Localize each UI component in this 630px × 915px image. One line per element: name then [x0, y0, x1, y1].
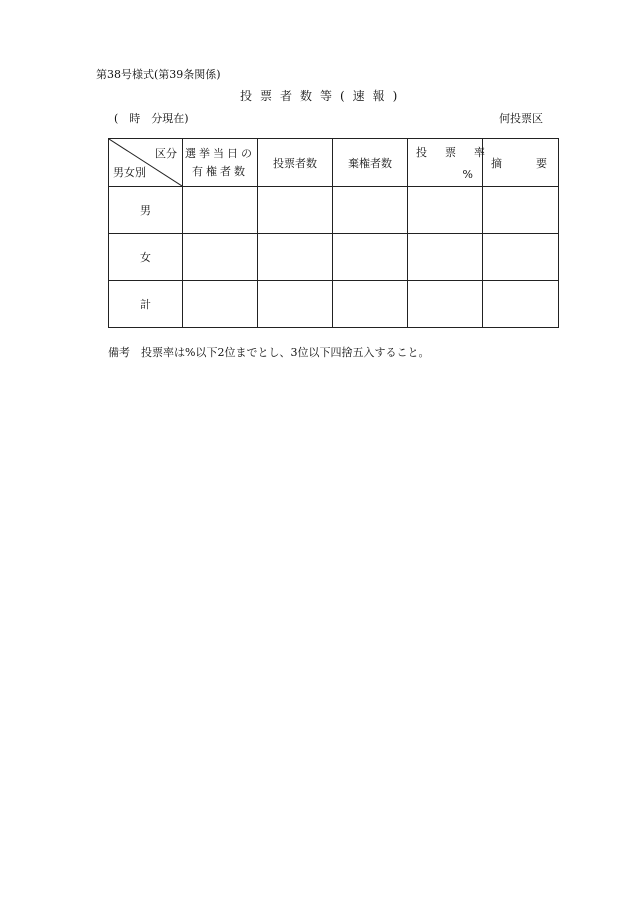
polling-district: 何投票区 — [499, 112, 543, 125]
form-number: 第38号様式(第39条関係) — [96, 68, 221, 81]
turnout-table — [108, 138, 581, 328]
total-turnout-rate-cell[interactable] — [408, 281, 483, 328]
total-remarks-cell[interactable] — [483, 281, 559, 328]
female-voters-cell[interactable] — [258, 234, 333, 281]
total-eligible-voters-cell[interactable] — [183, 281, 258, 328]
male-abstainers-cell[interactable] — [333, 187, 408, 234]
corner-header-cell — [109, 139, 183, 187]
row-label-total: 計 — [109, 281, 183, 328]
remarks-column-label: 摘要 — [491, 156, 581, 170]
turnout-rate-label: 投票率 — [416, 146, 503, 159]
row-label-male: 男 — [109, 187, 183, 234]
header-eligible-voters — [183, 139, 258, 187]
header-eligible-voters-line2: 有権者数 — [192, 164, 248, 178]
table-row — [109, 281, 559, 328]
male-turnout-rate-cell[interactable] — [408, 187, 483, 234]
row-label-female: 女 — [109, 234, 183, 281]
table-row — [109, 234, 559, 281]
remarks-note: 備考 投票率は%以下2位までとし、3位以下四捨五入すること。 — [108, 346, 430, 359]
total-abstainers-cell[interactable] — [333, 281, 408, 328]
header-turnout-rate — [408, 139, 503, 187]
male-remarks-cell[interactable] — [483, 187, 559, 234]
gender-label: 男女別 — [113, 166, 146, 179]
as-of-time: ( 時 分現在) — [114, 112, 189, 125]
male-voters-cell[interactable] — [258, 187, 333, 234]
female-eligible-voters-cell[interactable] — [183, 234, 258, 281]
header-abstainers: 棄権者数 — [333, 139, 408, 187]
male-eligible-voters-cell[interactable] — [183, 187, 258, 234]
percent-unit: % — [462, 168, 473, 181]
document-title: 投票者数等(速報) — [240, 89, 406, 103]
total-voters-cell[interactable] — [258, 281, 333, 328]
female-abstainers-cell[interactable] — [333, 234, 408, 281]
category-label: 区分 — [155, 147, 177, 160]
female-remarks-cell[interactable] — [483, 234, 559, 281]
female-turnout-rate-cell[interactable] — [408, 234, 483, 281]
header-eligible-voters-line1: 選挙当日の — [185, 146, 255, 160]
header-voters: 投票者数 — [258, 139, 333, 187]
table-row — [109, 187, 559, 234]
table-header-row — [109, 139, 559, 187]
